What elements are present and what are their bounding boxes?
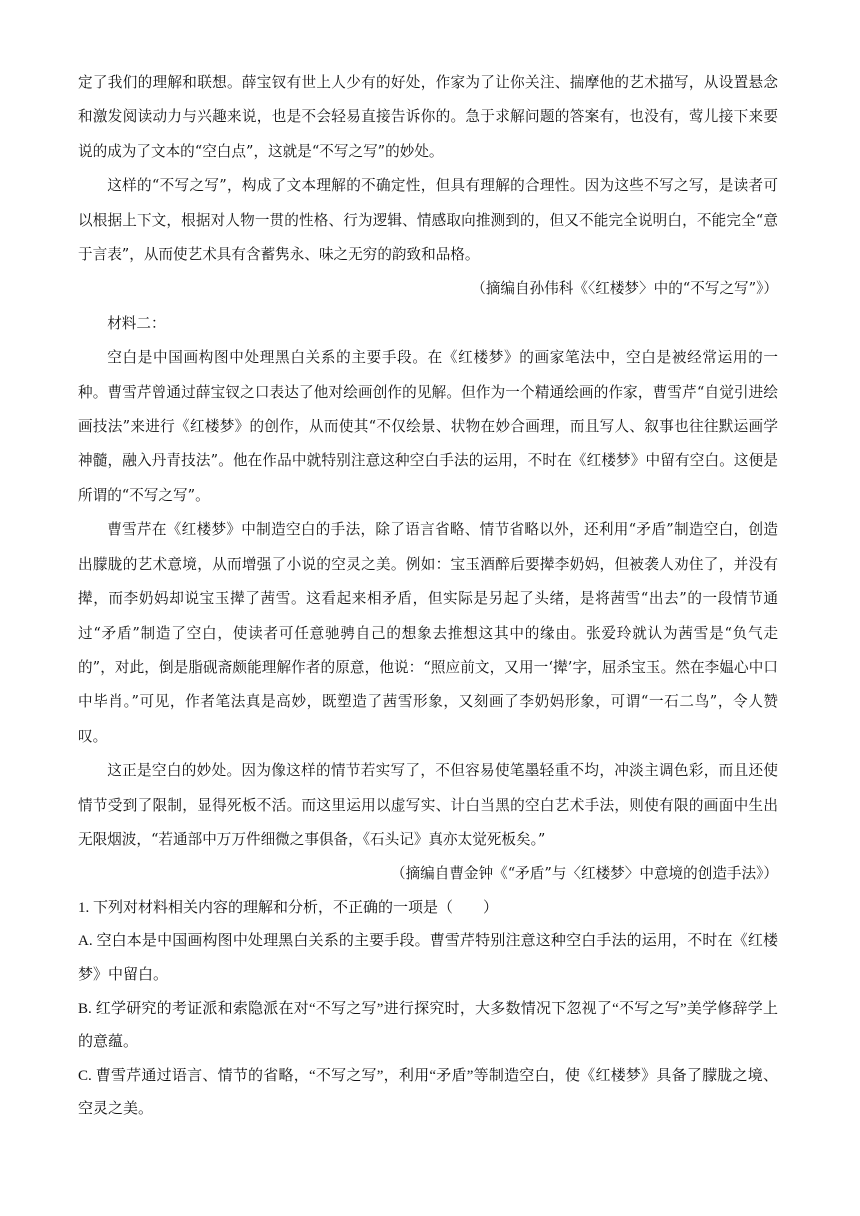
body-paragraph: 曹雪芹在《红楼梦》中制造空白的手法，除了语言省略、情节省略以外，还利用“矛盾”制造空白，创造出朦胧的艺术意境，从而增强了小说的空灵之美。例如：宝玉酒醉后要撵李奶妈，但被袭人劝住了，并没有撵，而李奶妈却说宝玉撵了茜雪。这看起来相矛盾，但实际是另起了头绪，是将茜雪“出去”的一段情节通过“矛盾”制造了空白，使读者可任意驰骋自己的想象去推想这其中的缘由。张爱玲就认为茜雪是“负气走的”，对此，倒是脂砚斋颇能理解作者的原意，他说：“照应前文，又用一‘撵’字，屈杀宝玉。然在李媪心中口中毕肖。”可见，作者笔法真是高妙，既塑造了茜雪形象，又刻画了李奶妈形象，可谓“一石二鸟”，令人赞叹。 — [78, 521, 778, 745]
source-citation: （摘编自孙伟科《〈红楼梦〉中的“不写之写”》） — [471, 280, 778, 298]
question-option-c: C. 曹雪芹通过语言、情节的省略，“不写之写”，利用“矛盾”等制造空白，使《红楼梦》具备了朦胧之境、空灵之美。 — [78, 1067, 778, 1118]
source-citation: （摘编自曹金钟《“矛盾”与〈红楼梦〉中意境的创造手法》） — [390, 865, 778, 883]
body-paragraph: 空白是中国画构图中处理黑白关系的主要手段。在《红楼梦》的画家笔法中，空白是被经常运用的一种。曹雪芹曾通过薛宝钗之口表达了他对绘画创作的见解。但作为一个精通绘画的作家，曹雪芹“自觉引进绘画技法”来进行《红楼梦》的创作，从而使其“不仅绘景、状物在妙合画理，而且写人、叙事也往往默运画学神髓，融入丹青技法”。他在作品中就特别注意这种空白手法的运用，不时在《红楼梦》中留有空白。这便是所谓的“不写之写”。 — [78, 349, 778, 504]
document-page — [78, 66, 778, 1127]
question-option-a: A. 空白本是中国画构图中处理黑白关系的主要手段。曹雪芹特别注意这种空白手法的运用，不时在《红楼梦》中留白。 — [78, 933, 778, 983]
body-paragraph: 这正是空白的妙处。因为像这样的情节若实写了，不但容易使笔墨轻重不均，冲淡主调色彩，而且还使情节受到了限制，显得死板不活。而这里运用以虚写实、计白当黑的空白艺术手法，则使有限的画面中生出无限烟波，“若通部中万万件细微之事俱备，《石头记》真亦太觉死板矣。” — [78, 762, 778, 848]
body-paragraph: 定了我们的理解和联想。薛宝钗有世上人少有的好处，作家为了让你关注、揣摩他的艺术描写，从设置悬念和激发阅读动力与兴趣来说，也是不会轻易直接告诉你的。急于求解问题的答案有，也没有，莺儿接下来要说的成为了文本的“空白点”，这就是“不写之写”的妙处。 — [78, 74, 778, 160]
question-stem: 1. 下列对材料相关内容的理解和分析，不正确的一项是（ ） — [78, 899, 499, 916]
body-paragraph: 这样的“不写之写”，构成了文本理解的不确定性，但具有理解的合理性。因为这些不写之写，是读者可以根据上下文，根据对人物一贯的性格、行为逻辑、情感取向推测到的，但又不能完全说明白，不能完全“意于言表”，从而使艺术具有含蓄隽永、味之无穷的韵致和品格。 — [78, 177, 778, 264]
material-heading: 材料二： — [107, 314, 166, 332]
question-option-b: B. 红学研究的考证派和索隐派在对“不写之写”进行探究时，大多数情况下忽视了“不写之写”美学修辞学上的意蕴。 — [78, 1000, 778, 1051]
